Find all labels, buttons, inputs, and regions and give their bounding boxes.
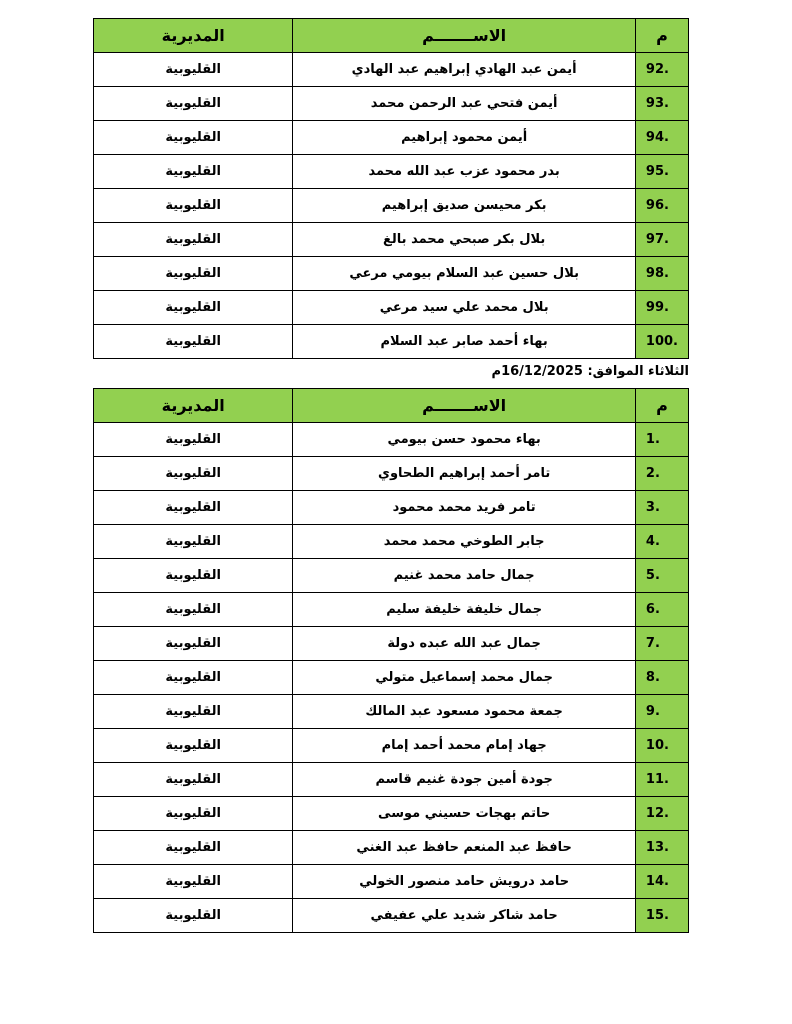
row-name: حافظ عبد المنعم حافظ عبد الغني [293, 831, 636, 865]
row-directorate: القليوبية [94, 223, 293, 257]
table-row [94, 695, 689, 729]
row-name: جمعة محمود مسعود عبد المالك [293, 695, 636, 729]
row-name: أيمن فتحي عبد الرحمن محمد [293, 87, 636, 121]
row-name: جمال عبد الله عبده دولة [293, 627, 636, 661]
row-number: 13. [635, 831, 688, 865]
row-directorate: القليوبية [94, 593, 293, 627]
row-directorate: القليوبية [94, 559, 293, 593]
row-name: تامر فريد محمد محمود [293, 491, 636, 525]
header-directorate: المديرية [94, 19, 293, 53]
row-directorate: القليوبية [94, 763, 293, 797]
row-number: 12. [635, 797, 688, 831]
table-row [94, 899, 689, 933]
row-number: 5. [635, 559, 688, 593]
row-directorate: القليوبية [94, 831, 293, 865]
row-name: حامد شاكر شديد علي عفيفي [293, 899, 636, 933]
row-directorate: القليوبية [94, 797, 293, 831]
row-directorate: القليوبية [94, 291, 293, 325]
table-row [94, 257, 689, 291]
row-number: 14. [635, 865, 688, 899]
row-directorate: القليوبية [94, 865, 293, 899]
header-num: م [635, 389, 688, 423]
header-num: م [635, 19, 688, 53]
row-directorate: القليوبية [94, 491, 293, 525]
row-name: بدر محمود عزب عبد الله محمد [293, 155, 636, 189]
header-name: الاســـــــم [293, 19, 636, 53]
row-number: 98. [635, 257, 688, 291]
table-row [94, 627, 689, 661]
row-name: جهاد إمام محمد أحمد إمام [293, 729, 636, 763]
table-row [94, 87, 689, 121]
table-row [94, 797, 689, 831]
row-number: 11. [635, 763, 688, 797]
row-number: 97. [635, 223, 688, 257]
table-row [94, 525, 689, 559]
table-header-row [94, 19, 689, 53]
row-number: 93. [635, 87, 688, 121]
row-number: 6. [635, 593, 688, 627]
header-directorate: المديرية [94, 389, 293, 423]
row-name: بكر محيسن صديق إبراهيم [293, 189, 636, 223]
row-directorate: القليوبية [94, 899, 293, 933]
table-row [94, 593, 689, 627]
row-name: جودة أمين جودة غنيم قاسم [293, 763, 636, 797]
row-name: بلال حسين عبد السلام بيومي مرعي [293, 257, 636, 291]
table-row [94, 491, 689, 525]
table-row [94, 763, 689, 797]
row-number: 3. [635, 491, 688, 525]
row-directorate: القليوبية [94, 627, 293, 661]
row-number: 94. [635, 121, 688, 155]
row-directorate: القليوبية [94, 423, 293, 457]
row-number: 10. [635, 729, 688, 763]
table-row [94, 155, 689, 189]
table-row [94, 661, 689, 695]
table-row [94, 423, 689, 457]
row-name: أيمن محمود إبراهيم [293, 121, 636, 155]
table-row [94, 559, 689, 593]
row-name: حاتم بهجات حسيني موسى [293, 797, 636, 831]
row-number: 95. [635, 155, 688, 189]
row-number: 1. [635, 423, 688, 457]
row-number: 92. [635, 53, 688, 87]
row-number: 15. [635, 899, 688, 933]
row-name: أيمن عبد الهادي إبراهيم عبد الهادي [293, 53, 636, 87]
row-directorate: القليوبية [94, 525, 293, 559]
row-directorate: القليوبية [94, 53, 293, 87]
table-row [94, 53, 689, 87]
row-name: بلال بكر صبحي محمد بالغ [293, 223, 636, 257]
table-row [94, 325, 689, 359]
row-number: 4. [635, 525, 688, 559]
participants-table-1 [93, 18, 689, 359]
table-row [94, 189, 689, 223]
row-number: 7. [635, 627, 688, 661]
row-directorate: القليوبية [94, 661, 293, 695]
row-directorate: القليوبية [94, 189, 293, 223]
table-row [94, 121, 689, 155]
row-name: بهاء أحمد صابر عبد السلام [293, 325, 636, 359]
row-directorate: القليوبية [94, 457, 293, 491]
row-name: بهاء محمود حسن بيومي [293, 423, 636, 457]
row-directorate: القليوبية [94, 325, 293, 359]
row-number: 9. [635, 695, 688, 729]
row-directorate: القليوبية [94, 155, 293, 189]
row-number: 96. [635, 189, 688, 223]
session-date: الثلاثاء الموافق: 16/12/2025م [491, 364, 689, 379]
row-number: 99. [635, 291, 688, 325]
table-row [94, 223, 689, 257]
header-name: الاســـــــم [293, 389, 636, 423]
row-directorate: القليوبية [94, 729, 293, 763]
row-number: 2. [635, 457, 688, 491]
table-row [94, 729, 689, 763]
row-name: تامر أحمد إبراهيم الطحاوي [293, 457, 636, 491]
table-row [94, 457, 689, 491]
row-name: جمال خليفة خليفة سليم [293, 593, 636, 627]
row-directorate: القليوبية [94, 695, 293, 729]
table-row [94, 831, 689, 865]
row-directorate: القليوبية [94, 257, 293, 291]
row-name: جمال محمد إسماعيل متولي [293, 661, 636, 695]
table-header-row [94, 389, 689, 423]
row-number: 100. [635, 325, 688, 359]
participants-table-2 [93, 388, 689, 933]
row-name: جمال حامد محمد غنيم [293, 559, 636, 593]
row-directorate: القليوبية [94, 87, 293, 121]
row-name: حامد درويش حامد منصور الخولي [293, 865, 636, 899]
row-name: جابر الطوخي محمد محمد [293, 525, 636, 559]
table-row [94, 865, 689, 899]
row-name: بلال محمد علي سيد مرعي [293, 291, 636, 325]
row-directorate: القليوبية [94, 121, 293, 155]
table-row [94, 291, 689, 325]
row-number: 8. [635, 661, 688, 695]
